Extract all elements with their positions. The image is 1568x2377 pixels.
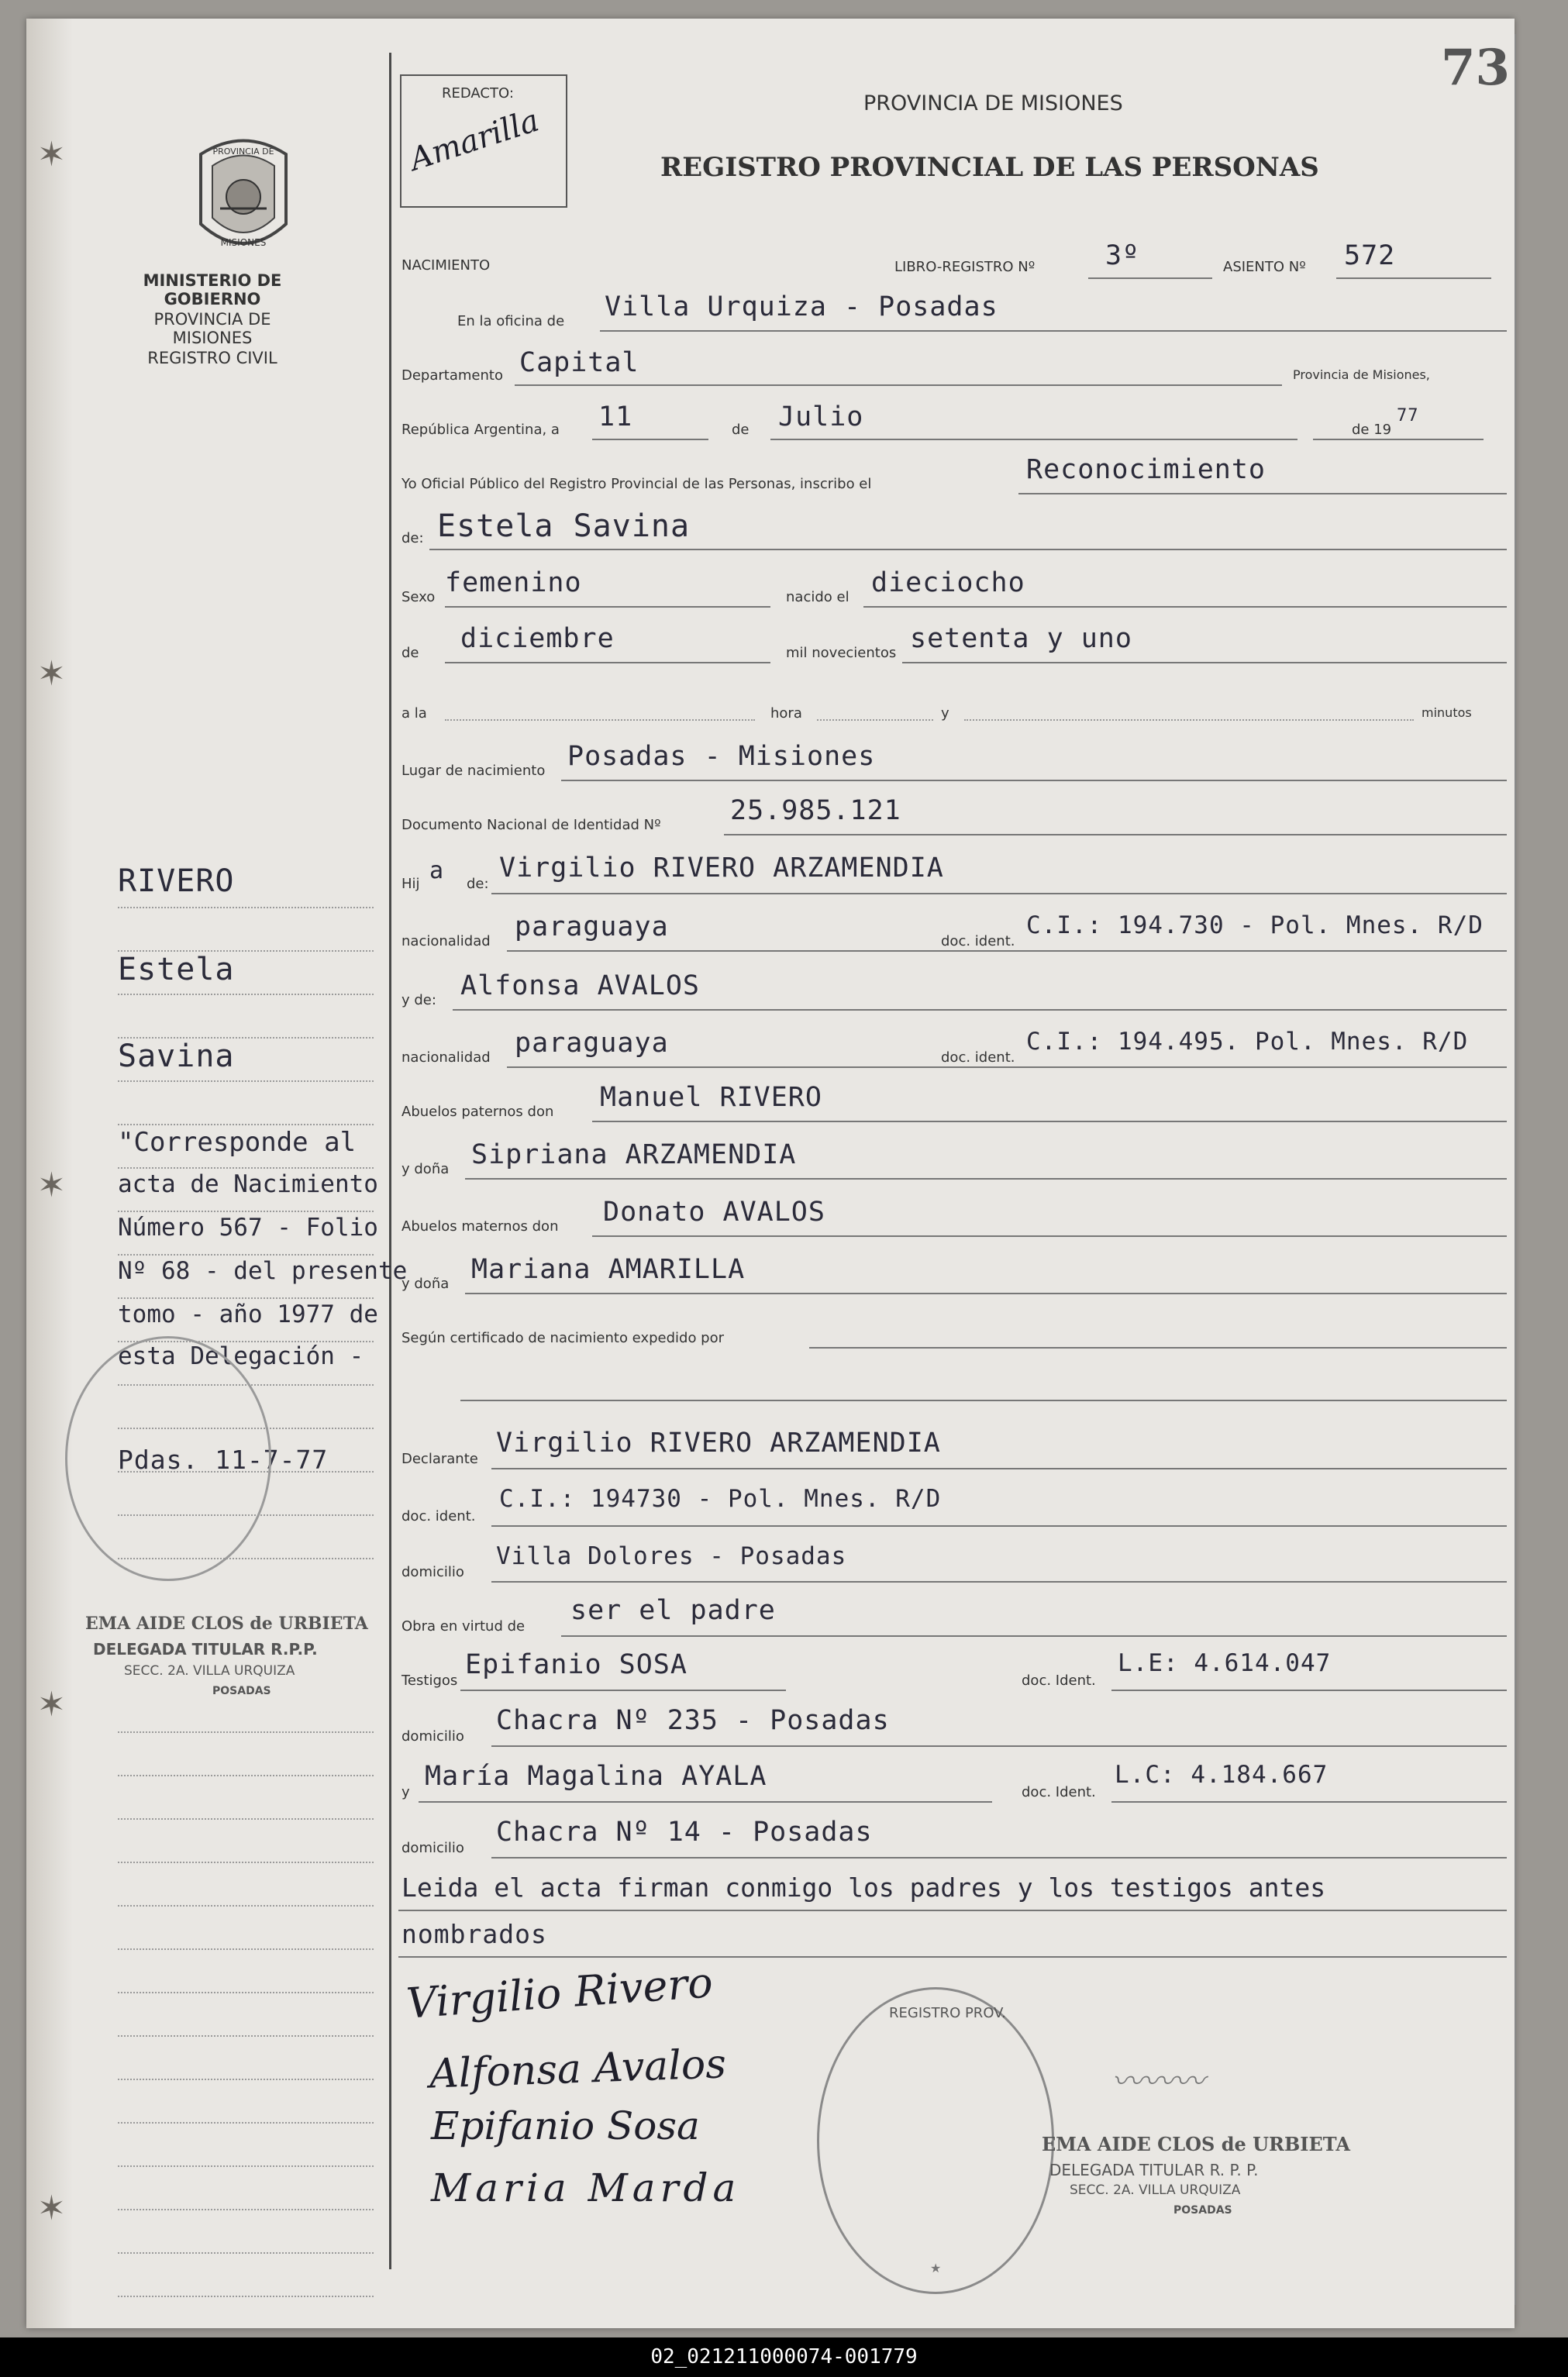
dotted-rule (964, 719, 1414, 721)
registry-title: REGISTRO PROVINCIAL DE LAS PERSONAS (660, 152, 1319, 183)
nacido-mes-value: diciembre (460, 623, 615, 654)
rule (515, 384, 1282, 386)
margin-dotted-rule (118, 2165, 374, 2167)
right-border (1515, 34, 1516, 2305)
domicilio-label: domicilio (401, 1840, 464, 1856)
margin-nota-4: Nº 68 - del presente (118, 1257, 408, 1285)
testigo1-doc-value: L.E: 4.614.047 (1118, 1649, 1332, 1677)
margin-dotted-rule (118, 907, 374, 908)
margin-dotted-rule (118, 2035, 374, 2037)
margin-nota-5: tomo - año 1977 de (118, 1300, 378, 1328)
rule (770, 439, 1297, 440)
footer-id: 02_021211000074-001779 (650, 2345, 918, 2368)
column-divider (389, 53, 391, 2269)
rule (592, 1121, 1507, 1122)
margin-nombre1: Estela (118, 952, 235, 987)
right-stamp-title: DELEGADA TITULAR R. P. P. (1049, 2161, 1259, 2179)
testigo2-doc-value: L.C: 4.184.667 (1115, 1761, 1328, 1789)
nacionalidad-label: nacionalidad (401, 1049, 491, 1066)
libro-value: 3º (1105, 240, 1140, 271)
y-dona-label: y doña (401, 1276, 450, 1292)
oficina-value: Villa Urquiza - Posadas (605, 291, 998, 322)
rule (429, 549, 1507, 550)
domicilio-label: domicilio (401, 1728, 464, 1745)
left-stamp-city: POSADAS (212, 1685, 271, 1697)
nacido-label: nacido el (786, 589, 849, 605)
hij-suffix: a (429, 857, 445, 884)
nacionalidad-label: nacionalidad (401, 933, 491, 949)
madre-doc-value: C.I.: 194.495. Pol. Mnes. R/D (1026, 1028, 1469, 1056)
doc-ident-label: doc. ident. (941, 933, 1015, 949)
departamento-value: Capital (519, 347, 639, 378)
padre-value: Virgilio RIVERO ARZAMENDIA (499, 853, 944, 884)
margin-round-seal (65, 1336, 271, 1581)
de-year-label: de 19 (1352, 422, 1392, 438)
rule (453, 1009, 1507, 1011)
domicilio-label: domicilio (401, 1564, 464, 1580)
margin-dotted-rule (118, 1167, 374, 1169)
margin-dotted-rule (118, 2079, 374, 2080)
margin-dotted-rule (118, 2122, 374, 2124)
libro-label: LIBRO-REGISTRO Nº (894, 259, 1036, 275)
signature-alfonsa: Alfonsa Avalos (429, 2041, 727, 2098)
republica-label: República Argentina, a (401, 422, 560, 438)
margin-dotted-rule (118, 1124, 374, 1125)
round-seal (817, 1987, 1054, 2294)
rule (491, 893, 1507, 894)
rule (465, 1178, 1507, 1180)
margin-dotted-rule (118, 2209, 374, 2210)
margin-apellido: RIVERO (118, 863, 235, 899)
margin-dotted-rule (118, 1862, 374, 1863)
lugar-label: Lugar de nacimiento (401, 763, 546, 779)
rule (507, 1066, 1507, 1068)
declarante-doc-value: C.I.: 194730 - Pol. Mnes. R/D (499, 1485, 942, 1513)
binding-stitch: ✶ (37, 135, 66, 174)
margin-dotted-rule (118, 1775, 374, 1776)
nacido-anio-value: setenta y uno (910, 623, 1132, 654)
right-stamp-name: EMA AIDE CLOS de URBIETA (1042, 2133, 1350, 2155)
binding-stitch: ✶ (37, 654, 66, 694)
sexo-value: femenino (445, 567, 582, 598)
madre-de-label: y de: (401, 992, 436, 1008)
mil-label: mil novecientos (786, 645, 897, 661)
seal-arc-text: PROVINCIA DE (212, 146, 274, 157)
margin-dotted-rule (118, 1297, 374, 1299)
rule (419, 1801, 992, 1803)
margin-dotted-rule (118, 1905, 374, 1907)
nacido-dia-value: dieciocho (871, 567, 1025, 598)
margin-nota-1: "Corresponde al (118, 1127, 357, 1158)
testigo-doc-label: doc. Ident. (1022, 1784, 1096, 1800)
redacto-label: REDACTO: (442, 85, 514, 102)
signature-virgilio: Virgilio Rivero (405, 1958, 715, 2028)
margin-dotted-rule (118, 1080, 374, 1082)
right-stamp-sec: SECC. 2A. VILLA URQUIZA (1070, 2182, 1241, 2198)
asiento-label: ASIENTO Nº (1223, 259, 1306, 275)
testigo1-dom-value: Chacra Nº 235 - Posadas (496, 1705, 890, 1736)
margin-dotted-rule (118, 1254, 374, 1256)
padre-nac-value: paraguaya (515, 911, 669, 942)
left-stamp-sec: SECC. 2A. VILLA URQUIZA (124, 1663, 295, 1679)
rule (445, 606, 770, 608)
rule (600, 330, 1507, 332)
rule (561, 1635, 1507, 1637)
y-label: y (941, 705, 949, 722)
left-stamp-name: EMA AIDE CLOS de URBIETA (85, 1614, 368, 1634)
rule (1313, 439, 1484, 440)
rule (1018, 493, 1507, 494)
testigo2-y-label: y (401, 1784, 410, 1800)
rule (592, 439, 708, 440)
margin-nota-2: acta de Nacimiento (118, 1170, 378, 1198)
margin-dotted-rule (118, 2296, 374, 2297)
abuela-mat-value: Mariana AMARILLA (471, 1254, 746, 1285)
rule (460, 1400, 1507, 1401)
de-label: de (732, 422, 750, 438)
lugar-value: Posadas - Misiones (567, 741, 876, 772)
seal-star-icon: ★ (930, 2261, 942, 2275)
rule (491, 1581, 1507, 1583)
declarante-dom-value: Villa Dolores - Posadas (496, 1542, 847, 1570)
margin-nota-3: Número 567 - Folio (118, 1214, 378, 1242)
leida-line: Leida el acta firman conmigo los padres y los testigos antes (401, 1872, 1326, 1903)
margin-fecha: Pdas. 11-7-77 (118, 1445, 329, 1475)
rule (460, 1690, 786, 1691)
madre-nac-value: paraguaya (515, 1028, 669, 1059)
province-title: PROVINCIA DE MISIONES (863, 91, 1123, 115)
rule (491, 1468, 1507, 1469)
dia-value: 11 (598, 401, 633, 432)
dni-value: 25.985.121 (730, 795, 901, 826)
margin-dotted-rule (118, 2252, 374, 2254)
declarante-label: Declarante (401, 1451, 478, 1467)
year-value: 77 (1397, 406, 1419, 425)
sexo-label: Sexo (401, 589, 436, 605)
right-stamp-signature: 〰〰〰 (1111, 2064, 1204, 2100)
dotted-rule (445, 719, 755, 721)
hora-label: hora (770, 705, 802, 722)
obra-value: ser el padre (570, 1595, 776, 1626)
asiento-value: 572 (1344, 240, 1396, 271)
rule (1111, 1801, 1507, 1803)
seal-text: REGISTRO PROV. (889, 2005, 1006, 2021)
rule (1088, 277, 1212, 279)
abuelos-pat-label: Abuelos paternos don (401, 1104, 554, 1120)
testigo1-value: Epifanio SOSA (465, 1649, 688, 1680)
dotted-rule (817, 719, 933, 721)
rule (445, 662, 770, 663)
rule (491, 1857, 1507, 1859)
testigo-doc-label: doc. Ident. (1022, 1673, 1096, 1689)
declarante-doc-label: doc. ident. (401, 1508, 476, 1524)
province-left: PROVINCIA DE MISIONES (153, 310, 271, 347)
ministry-title: MINISTERIO DE GOBIERNO (143, 271, 282, 308)
footer-bar (0, 2337, 1568, 2377)
seal-label: MISIONES (220, 237, 267, 248)
tipo-acto-value: Reconocimiento (1026, 454, 1266, 485)
obra-label: Obra en virtud de (401, 1618, 526, 1635)
rule (809, 1347, 1507, 1349)
oficina-label: En la oficina de (457, 313, 565, 329)
binding-stitch: ✶ (37, 2189, 66, 2228)
rule (491, 1745, 1507, 1747)
rule (561, 780, 1507, 781)
provincia-suffix: Provincia de Misiones, (1293, 367, 1430, 382)
rule (398, 1956, 1507, 1958)
page-number: 73 (1440, 39, 1510, 97)
margin-dotted-rule (118, 1731, 374, 1733)
abuelos-mat-label: Abuelos maternos don (401, 1218, 559, 1235)
abuelo-mat-value: Donato AVALOS (603, 1197, 825, 1228)
right-stamp-city: POSADAS (1173, 2204, 1232, 2217)
y-dona-label: y doña (401, 1161, 450, 1177)
document-page (26, 19, 1515, 2328)
margin-dotted-rule (118, 994, 374, 995)
rule (1111, 1690, 1507, 1691)
registry-civil: REGISTRO CIVIL (147, 349, 277, 367)
padre-doc-value: C.I.: 194.730 - Pol. Mnes. R/D (1026, 911, 1484, 939)
binding-stitch: ✶ (37, 1685, 66, 1724)
rule (398, 1910, 1507, 1911)
hij-label: Hij (401, 876, 420, 892)
rule (863, 606, 1507, 608)
redacto-box (400, 74, 567, 208)
margin-nombre2: Savina (118, 1039, 235, 1074)
signature-maria: Maria Marda (431, 2165, 741, 2210)
madre-value: Alfonsa AVALOS (460, 970, 701, 1001)
binding-stitch: ✶ (37, 1166, 66, 1205)
ala-label: a la (401, 705, 427, 722)
declarante-value: Virgilio RIVERO ARZAMENDIA (496, 1428, 941, 1459)
testigos-label: Testigos (401, 1673, 458, 1689)
dni-label: Documento Nacional de Identidad Nº (401, 817, 661, 833)
margin-dotted-rule (118, 1818, 374, 1820)
de-nombre-label: de: (401, 530, 424, 546)
yo-oficial-label: Yo Oficial Público del Registro Provincial de las Personas, inscribo el (401, 476, 872, 492)
nombrados-line: nombrados (401, 1919, 547, 1949)
mes-value: Julio (778, 401, 864, 432)
padre-de-label: de: (467, 876, 489, 892)
rule (592, 1235, 1507, 1237)
rule (1336, 277, 1491, 279)
rule (491, 1525, 1507, 1527)
departamento-label: Departamento (401, 367, 503, 384)
signature-epifanio: Epifanio Sosa (431, 2103, 700, 2148)
doc-ident-label: doc. ident. (941, 1049, 1015, 1066)
minutos-label: minutos (1422, 705, 1472, 720)
rule (902, 662, 1507, 663)
testigo2-value: María Magalina AYALA (425, 1761, 767, 1792)
rule (465, 1293, 1507, 1294)
provincial-seal-icon (185, 131, 302, 263)
margin-dotted-rule (118, 1948, 374, 1950)
rule (724, 834, 1507, 835)
rule (507, 950, 1507, 952)
redacto-signature: Amarilla (405, 102, 543, 178)
nombre-value: Estela Savina (437, 508, 691, 544)
left-stamp-title: DELEGADA TITULAR R.P.P. (93, 1640, 318, 1659)
margin-nota-6: esta Delegación - (118, 1342, 364, 1370)
abuela-pat-value: Sipriana ARZAMENDIA (471, 1139, 797, 1170)
record-type: NACIMIENTO (401, 257, 491, 274)
margin-dotted-rule (118, 1992, 374, 1993)
testigo2-dom-value: Chacra Nº 14 - Posadas (496, 1817, 873, 1848)
margin-dotted-rule (118, 1211, 374, 1212)
segun-label: Según certificado de nacimiento expedido por (401, 1330, 725, 1346)
de-mes-label: de (401, 645, 419, 661)
abuelo-pat-value: Manuel RIVERO (600, 1082, 822, 1113)
